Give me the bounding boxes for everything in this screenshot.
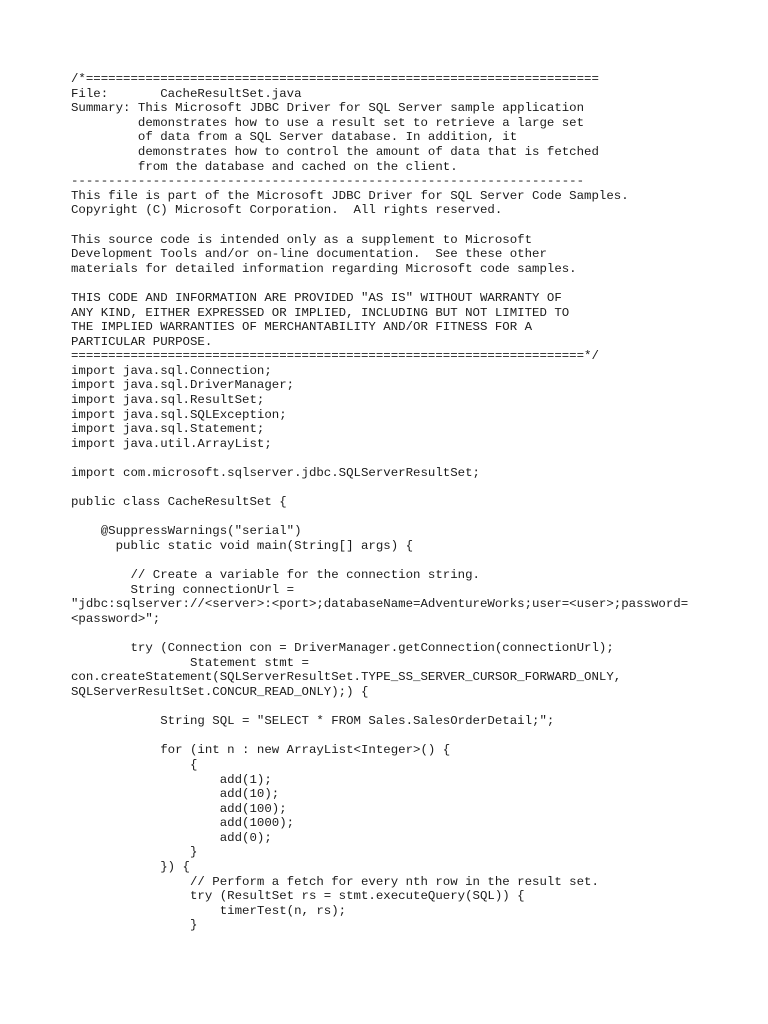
code-line (71, 276, 751, 291)
code-line: // Perform a fetch for every nth row in the result set. (71, 874, 599, 889)
code-line: public class CacheResultSet { (71, 495, 287, 510)
code-line: con.createStatement(SQLServerResultSet.TYPE_SS_SERVER_CURSOR_FORWARD_ONLY, (71, 670, 622, 685)
code-line (71, 700, 751, 715)
code-line: This source code is intended only as a supplement to Microsoft (71, 232, 533, 247)
code-line: SQLServerResultSet.CONCUR_READ_ONLY);) { (71, 684, 369, 699)
code-line (71, 481, 751, 496)
code-line (71, 510, 751, 525)
code-line: PARTICULAR PURPOSE. (71, 334, 213, 349)
code-line: /*===================================================================== (71, 72, 599, 86)
code-line: materials for detailed information regarding Microsoft code samples. (71, 261, 577, 276)
code-line: demonstrates how to use a result set to retrieve a large set (71, 115, 585, 130)
code-line: demonstrates how to control the amount of data that is fetched (71, 144, 599, 159)
code-line: try (Connection con = DriverManager.getConnection(connectionUrl); (71, 641, 614, 656)
code-line: THE IMPLIED WARRANTIES OF MERCHANTABILITY AND/OR FITNESS FOR A (71, 320, 533, 335)
code-line: @SuppressWarnings("serial") (71, 524, 302, 539)
code-line: "jdbc:sqlserver://<server>:<port>;databaseName=AdventureWorks;user=<user>;password= (71, 597, 689, 612)
code-line: Copyright (C) Microsoft Corporation. All rights reserved. (71, 203, 503, 218)
code-line: This file is part of the Microsoft JDBC Driver for SQL Server Code Samples. (71, 188, 629, 203)
code-line: =====================================================================*/ (71, 349, 599, 364)
code-line: <password>"; (71, 611, 161, 626)
code-line (71, 451, 751, 466)
code-line: File: CacheResultSet.java (71, 86, 302, 101)
code-line: Statement stmt = (71, 655, 309, 670)
code-line: { (71, 757, 198, 772)
code-line: String SQL = "SELECT * FROM Sales.SalesOrderDetail;"; (71, 714, 555, 729)
code-line: add(100); (71, 801, 287, 816)
code-line: try (ResultSet rs = stmt.executeQuery(SQL)) { (71, 889, 525, 904)
code-line: add(1); (71, 772, 272, 787)
code-line (71, 218, 751, 233)
code-line: from the database and cached on the client. (71, 159, 458, 174)
code-line: import java.sql.DriverManager; (71, 378, 295, 393)
code-line: import java.util.ArrayList; (71, 436, 272, 451)
code-line: }) { (71, 860, 190, 875)
code-line: String connectionUrl = (71, 582, 295, 597)
code-line: } (71, 918, 198, 933)
code-listing (71, 72, 751, 933)
code-line: add(1000); (71, 816, 295, 831)
code-line: Summary: This Microsoft JDBC Driver for SQL Server sample application (71, 101, 585, 116)
code-line (71, 554, 751, 569)
code-line: ANY KIND, EITHER EXPRESSED OR IMPLIED, INCLUDING BUT NOT LIMITED TO (71, 305, 570, 320)
code-line: import com.microsoft.sqlserver.jdbc.SQLServerResultSet; (71, 466, 480, 481)
code-line: import java.sql.SQLException; (71, 407, 287, 422)
code-line: import java.sql.ResultSet; (71, 393, 265, 408)
code-line: public static void main(String[] args) { (71, 539, 414, 553)
code-line: Development Tools and/or on-line documentation. See these other (71, 247, 547, 262)
code-line: add(10); (71, 787, 280, 802)
code-line: add(0); (71, 830, 272, 845)
code-line: import java.sql.Statement; (71, 422, 265, 437)
code-line: of data from a SQL Server database. In addition, it (71, 130, 518, 145)
code-line (71, 729, 751, 744)
code-line: timerTest(n, rs); (71, 903, 347, 918)
code-line: THIS CODE AND INFORMATION ARE PROVIDED "AS IS" WITHOUT WARRANTY OF (71, 290, 562, 305)
code-line: import java.sql.Connection; (71, 363, 272, 378)
code-line: } (71, 845, 198, 860)
code-line: --------------------------------------------------------------------- (71, 174, 585, 189)
code-line: for (int n : new ArrayList<Integer>() { (71, 743, 451, 758)
code-line (71, 627, 751, 642)
code-line: // Create a variable for the connection string. (71, 568, 480, 583)
